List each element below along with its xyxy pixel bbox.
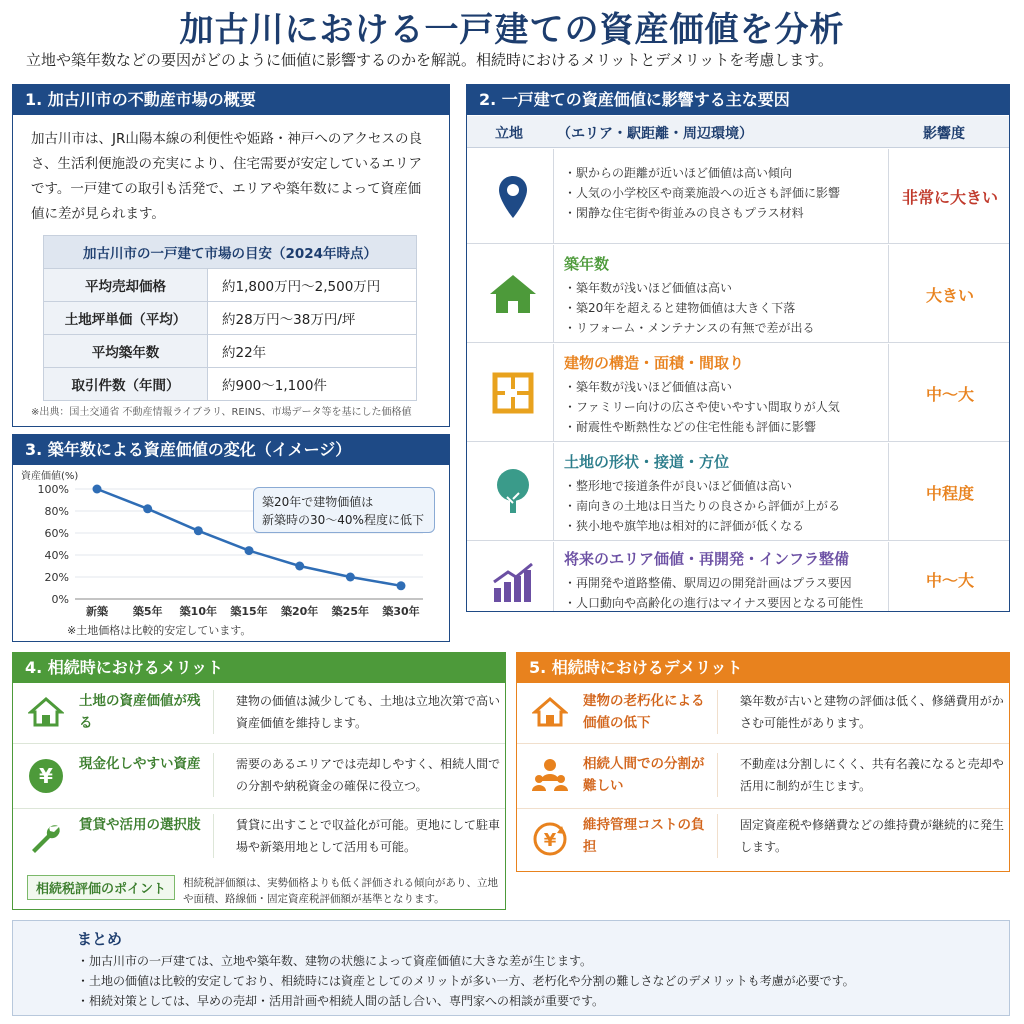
factor-bullet: ・築年数が浅いほど価値は高い bbox=[564, 281, 733, 295]
house-icon bbox=[525, 696, 575, 728]
table-row bbox=[44, 302, 417, 335]
factor-row-location bbox=[467, 149, 1009, 244]
source-note: ※出典：国土交通省 不動産情報ライブラリ、REINS、市場データ等を基にした価格値 bbox=[31, 407, 412, 418]
table-row bbox=[44, 368, 417, 401]
table-row bbox=[44, 269, 417, 302]
factor-bullet: ・耐震性や断熱性などの住宅性能も評価に影響 bbox=[564, 420, 817, 434]
factor-bullet: ・人口動向や高齢化の進行はマイナス要因となる可能性 bbox=[564, 596, 864, 610]
market-overview-text: 加古川市は、JR山陽本線の利便性や姫路・神戸へのアクセスの良さ、生活利便施設の充実により、住宅需要が安定しているエリアです。一戸建ての取引も活発で、エリアや築年数によって資産価値に差が見られます。 bbox=[31, 131, 422, 222]
y-tick-label: 0% bbox=[51, 593, 69, 606]
tax-point-text: 相続税評価額は、実勢価格よりも低く評価される傾向があり、立地や面積、路線価・固定資産税評価額が基準となります。 bbox=[183, 877, 498, 905]
demerit-title: 相続人間での分割が難しい bbox=[583, 756, 705, 794]
svg-text:¥: ¥ bbox=[543, 830, 557, 851]
merit-desc: 賃貸に出すことで収益化が可能。更地にして駐車場や新築用地として活用も可能。 bbox=[213, 814, 505, 858]
factor-bullet: ・築年数が浅いほど価値は高い bbox=[564, 380, 733, 394]
summary-panel bbox=[12, 920, 1010, 1016]
tree-icon bbox=[475, 443, 551, 541]
x-tick-label: 築10年 bbox=[179, 605, 217, 618]
y-tick-label: 60% bbox=[44, 527, 69, 540]
factor-title: 将来のエリア価値・再開発・インフラ整備 bbox=[564, 550, 850, 568]
merit-title: 現金化しやすい資産 bbox=[79, 756, 201, 772]
factor-bullet: ・整形地で接道条件が良いほど価値は高い bbox=[564, 479, 793, 493]
summary-line: ・土地の価値は比較的安定しており、相続時には資産としてのメリットが多い一方、老朽化や分割の難しさなどのデメリットも考慮が必要です。 bbox=[77, 974, 855, 988]
data-point bbox=[194, 526, 203, 535]
house-icon bbox=[475, 245, 551, 343]
factor-bullet: ・南向きの土地は日当たりの良さから評価が上がる bbox=[564, 499, 841, 513]
wrench-icon bbox=[21, 820, 71, 856]
row-label: 平均売却価格 bbox=[44, 269, 208, 302]
location-pin-icon bbox=[475, 149, 551, 244]
page-subtitle: 立地や築年数などの要因がどのように価値に影響するのかを解説。相続時におけるメリットとデメリットを考慮します。 bbox=[26, 51, 834, 69]
factor-bullet: ・閑静な住宅街や街並みの良さもプラス材料 bbox=[564, 206, 804, 220]
impact-value: 中〜大 bbox=[925, 571, 974, 590]
merit-row bbox=[13, 745, 505, 809]
factor-title: 建物の構造・面積・間取り bbox=[564, 354, 745, 372]
house-icon bbox=[21, 696, 71, 728]
data-point bbox=[143, 504, 152, 513]
demerit-desc: 固定資産税や修繕費などの維持費が継続的に発生します。 bbox=[717, 814, 1009, 858]
section-heading: 2. 一戸建ての資産価値に影響する主な要因 bbox=[467, 85, 1009, 115]
y-tick-label: 80% bbox=[44, 505, 69, 518]
y-tick-label: 40% bbox=[44, 549, 69, 562]
market-table-title: 加古川市の一戸建て市場の目安（2024年時点） bbox=[44, 236, 417, 269]
factor-row-age bbox=[467, 245, 1009, 343]
floorplan-icon bbox=[475, 344, 551, 442]
y-tick-label: 100% bbox=[37, 483, 69, 496]
page-title: 加古川における一戸建ての資産価値を分析 bbox=[179, 10, 845, 50]
summary-line: ・相続対策としては、早めの売却・活用計画や相続人間の話し合い、専門家への相談が重要です。 bbox=[77, 994, 605, 1008]
factor-title: 土地の形状・接道・方位 bbox=[564, 453, 730, 471]
demerits-panel bbox=[516, 652, 1010, 872]
demerit-title: 維持管理コストの負担 bbox=[583, 817, 705, 855]
people-icon bbox=[525, 757, 575, 793]
demerit-row bbox=[517, 684, 1009, 744]
factor-bullet: ・リフォーム・メンテナンスの有無で差が出る bbox=[564, 321, 815, 335]
factor-bullet: ・狭小地や旗竿地は相対的に評価が低くなる bbox=[564, 519, 805, 533]
demerit-row bbox=[517, 745, 1009, 809]
data-point bbox=[295, 562, 304, 571]
data-point bbox=[397, 581, 406, 590]
factor-bullet: ・人気の小学校区や商業施設への近さも評価に影響 bbox=[564, 186, 841, 200]
svg-text:¥: ¥ bbox=[39, 764, 53, 788]
col-impact: 影響度 bbox=[923, 126, 965, 142]
summary-title: まとめ bbox=[77, 930, 123, 948]
merit-row bbox=[13, 684, 505, 744]
yen-cycle-icon bbox=[525, 820, 575, 858]
data-point bbox=[93, 485, 102, 494]
section-heading: 3. 築年数による資産価値の変化（イメージ） bbox=[13, 435, 449, 465]
merit-row bbox=[13, 810, 505, 870]
factor-row-future bbox=[467, 542, 1009, 611]
section-heading: 4. 相続時におけるメリット bbox=[13, 653, 505, 683]
chart-callout bbox=[253, 487, 435, 533]
row-value: 約1,800万円〜2,500万円 bbox=[208, 269, 417, 302]
demerit-title: 建物の老朽化による価値の低下 bbox=[583, 693, 705, 731]
x-tick-label: 新築 bbox=[86, 605, 108, 618]
merit-desc: 建物の価値は減少しても、土地は立地次第で高い資産価値を維持します。 bbox=[213, 690, 505, 734]
impact-value: 大きい bbox=[925, 286, 974, 305]
row-label: 平均築年数 bbox=[44, 335, 208, 368]
merit-title: 土地の資産価値が残る bbox=[79, 693, 201, 731]
callout-line: 築20年で建物価値は bbox=[262, 495, 374, 509]
impact-value: 中程度 bbox=[925, 484, 974, 503]
x-tick-label: 築25年 bbox=[331, 605, 369, 618]
row-label: 取引件数（年間） bbox=[44, 368, 208, 401]
y-axis-label: 資産価値(%) bbox=[21, 471, 79, 482]
demerit-desc: 不動産は分割しにくく、共有名義になると売却や活用に制約が生じます。 bbox=[717, 753, 1009, 797]
row-label: 土地坪単価（平均） bbox=[44, 302, 208, 335]
section-heading: 1. 加古川市の不動産市場の概要 bbox=[13, 85, 449, 115]
callout-line: 新築時の30〜40%程度に低下 bbox=[262, 513, 424, 527]
row-value: 約900〜1,100件 bbox=[208, 368, 417, 401]
y-tick-label: 20% bbox=[44, 571, 69, 584]
tax-point-label: 相続税評価のポイント bbox=[27, 875, 175, 900]
market-table bbox=[43, 235, 417, 401]
factor-bullet: ・築20年を超えると建物価値は大きく下落 bbox=[564, 301, 796, 315]
col-detail: （エリア・駅距離・周辺環境） bbox=[557, 126, 753, 142]
factors-table-header bbox=[467, 116, 1009, 148]
x-tick-label: 築5年 bbox=[132, 605, 163, 618]
summary-line: ・加古川市の一戸建ては、立地や築年数、建物の状態によって資産価値に大きな差が生じます。 bbox=[77, 954, 593, 968]
factor-title: 築年数 bbox=[564, 255, 610, 273]
factor-row-land bbox=[467, 443, 1009, 541]
growth-chart-icon bbox=[475, 542, 551, 622]
data-point bbox=[346, 573, 355, 582]
merit-desc: 需要のあるエリアでは売却しやすく、相続人間での分割や納税資金の確保に役立つ。 bbox=[213, 753, 505, 797]
demerit-desc: 築年数が古いと建物の評価は低く、修繕費用がかさむ可能性があります。 bbox=[717, 690, 1009, 734]
table-row bbox=[44, 335, 417, 368]
row-value: 約28万円〜38万円/坪 bbox=[208, 302, 417, 335]
impact-value: 中〜大 bbox=[925, 385, 974, 404]
section-heading: 5. 相続時におけるデメリット bbox=[517, 653, 1009, 683]
impact-value: 非常に大きい bbox=[901, 188, 998, 207]
x-tick-label: 築30年 bbox=[382, 605, 420, 618]
chart-note: ※土地価格は比較的安定しています。 bbox=[67, 624, 252, 637]
x-tick-label: 築15年 bbox=[230, 605, 268, 618]
demerit-row bbox=[517, 810, 1009, 870]
factor-row-structure bbox=[467, 344, 1009, 442]
factor-bullet: ・再開発や道路整備、駅周辺の開発計画はプラス要因 bbox=[564, 576, 852, 590]
factor-bullet: ・ファミリー向けの広さや使いやすい間取りが人気 bbox=[564, 400, 840, 414]
yen-coin-icon bbox=[21, 757, 71, 795]
row-value: 約22年 bbox=[208, 335, 417, 368]
factors-panel bbox=[466, 84, 1010, 612]
x-tick-label: 築20年 bbox=[281, 605, 319, 618]
factor-bullet: ・駅からの距離が近いほど価値は高い傾向 bbox=[564, 166, 793, 180]
merits-panel bbox=[12, 652, 506, 910]
depreciation-chart-panel bbox=[12, 434, 450, 642]
data-point bbox=[245, 546, 254, 555]
col-location: 立地 bbox=[495, 126, 523, 142]
merit-title: 賃貸や活用の選択肢 bbox=[79, 817, 201, 833]
market-overview-panel bbox=[12, 84, 450, 427]
